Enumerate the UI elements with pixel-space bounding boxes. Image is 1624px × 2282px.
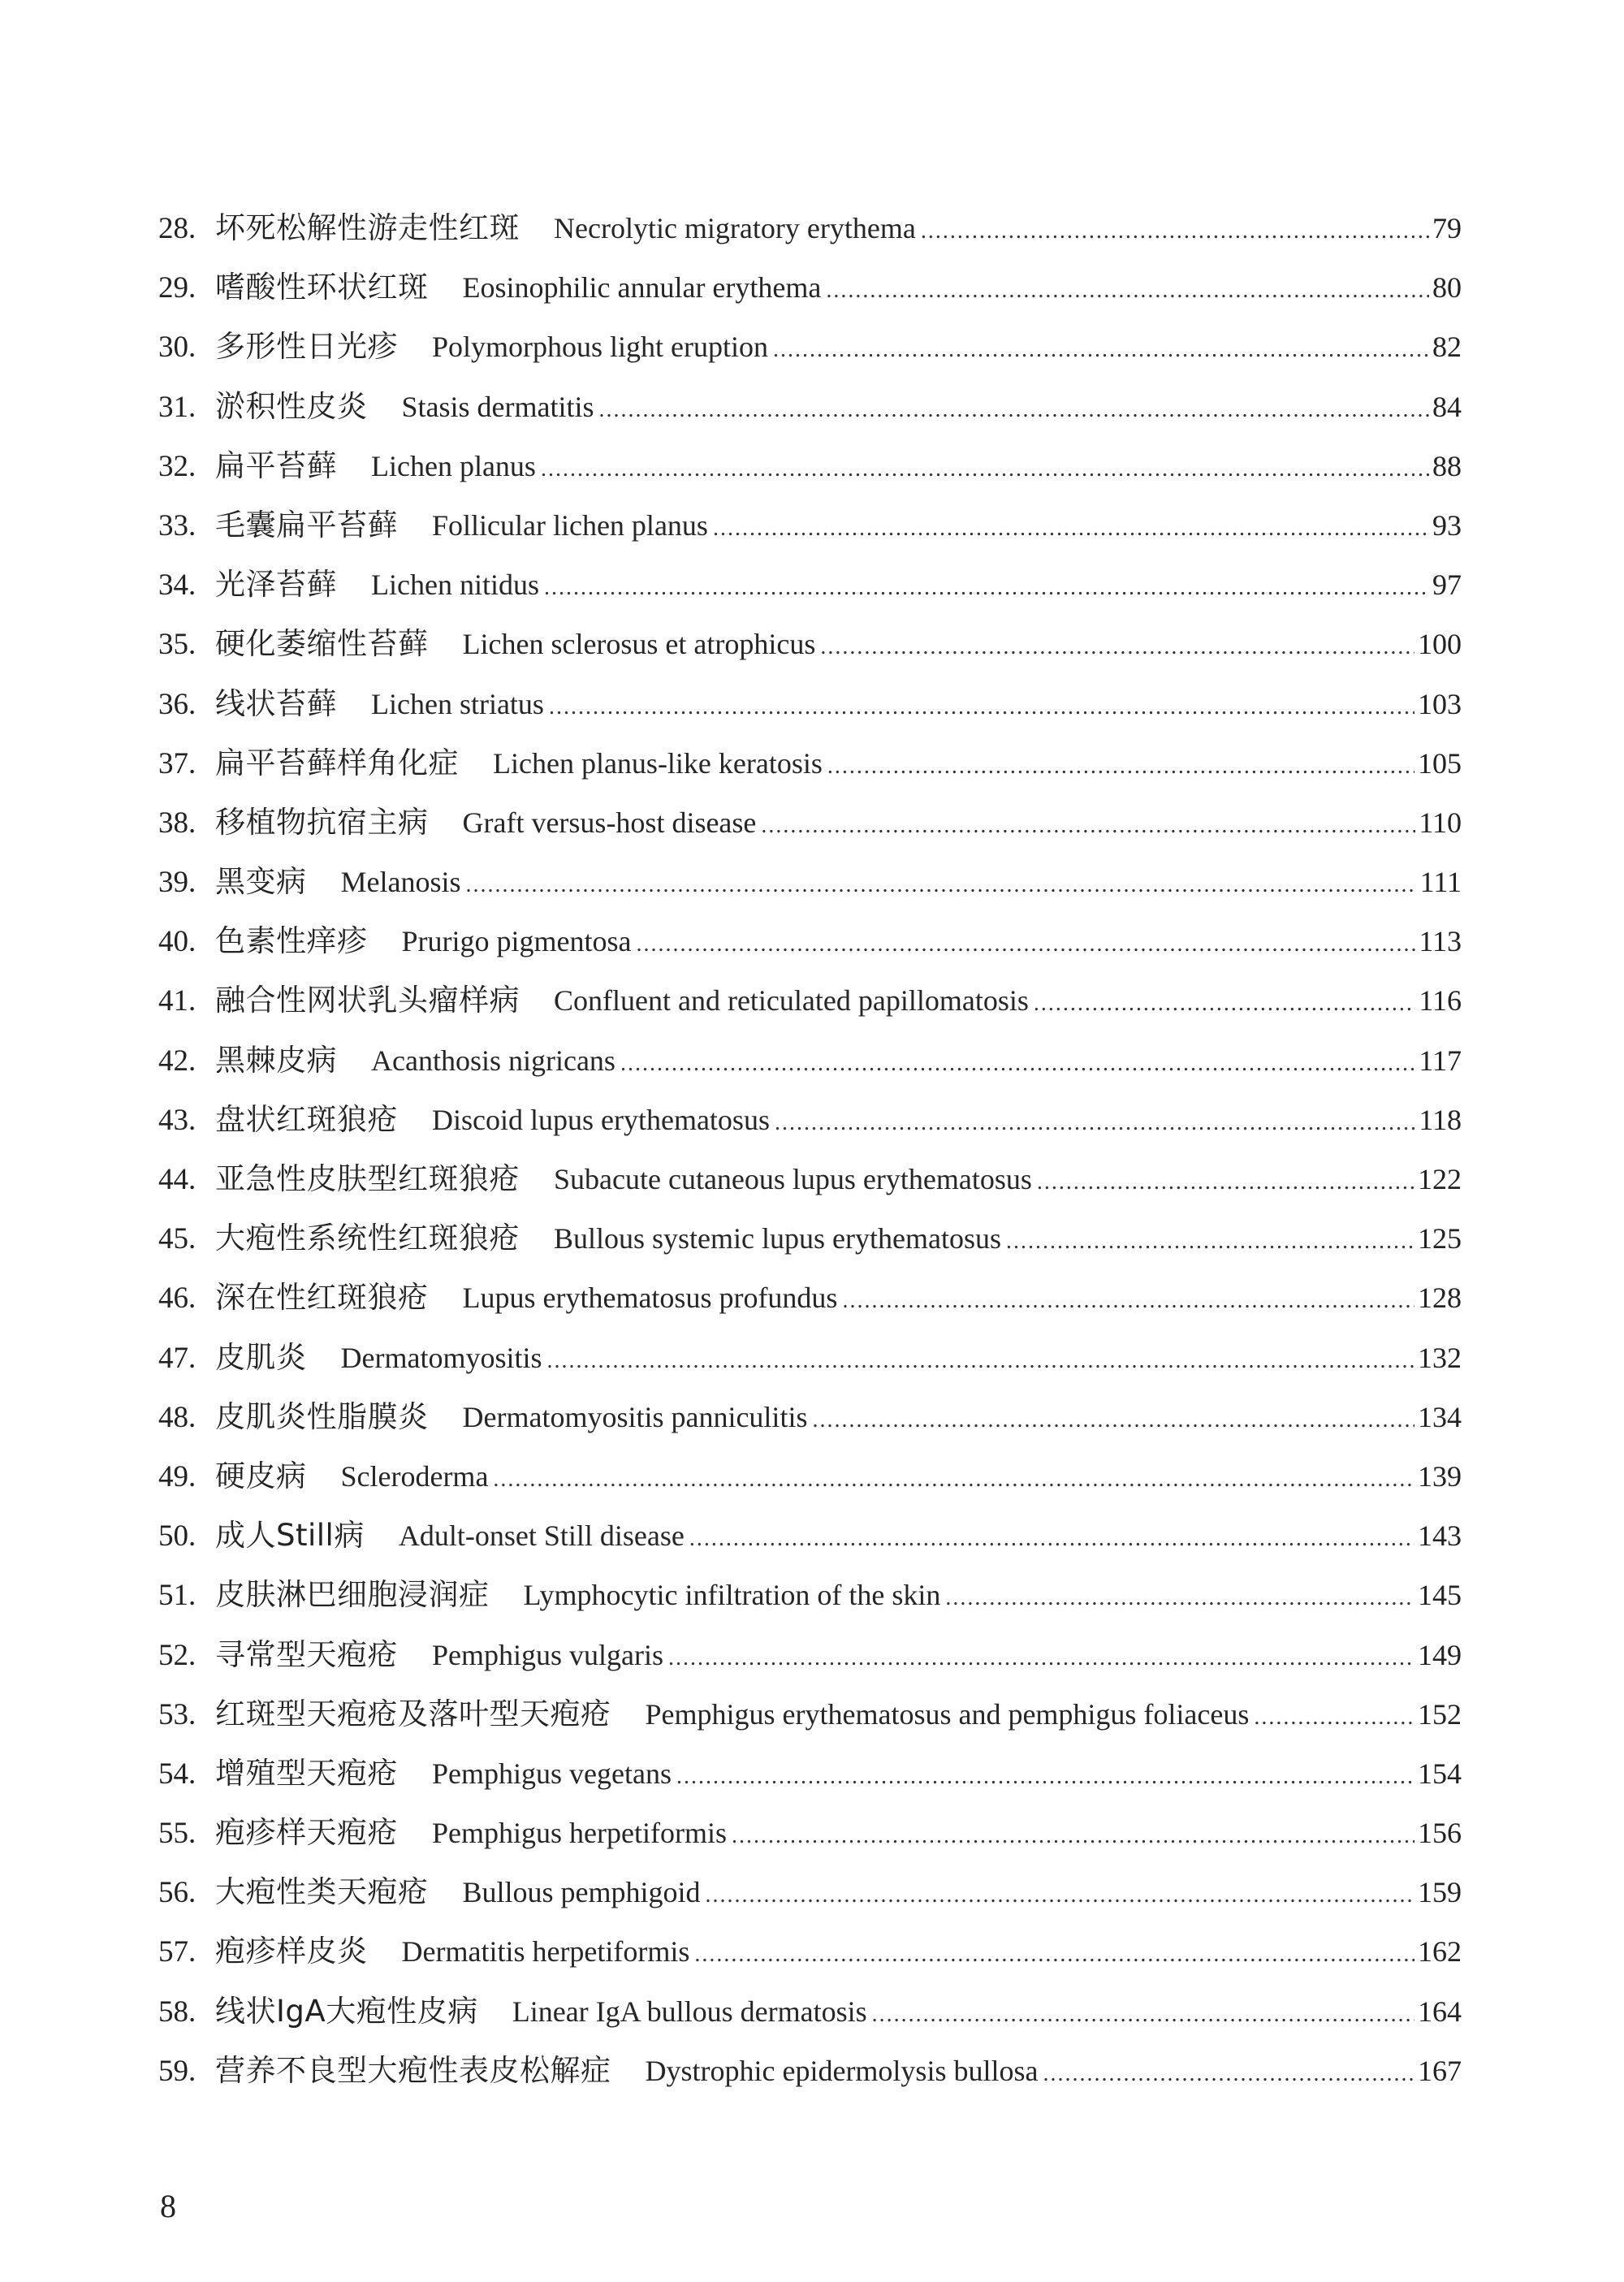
dot-leader bbox=[1043, 2063, 1415, 2085]
toc-entry bbox=[158, 985, 1462, 1044]
entry-number: 37. bbox=[158, 746, 197, 780]
entry-title-chinese: 融合性网状乳头瘤样病 bbox=[215, 983, 520, 1018]
entry-page-ref: 103 bbox=[1418, 687, 1462, 720]
entry-title-english: Follicular lichen planus bbox=[432, 508, 708, 542]
entry-number: 45. bbox=[158, 1222, 197, 1256]
toc-entry bbox=[158, 626, 1462, 688]
toc-entry bbox=[158, 1874, 1462, 1936]
entry-title-chinese: 成人Still病 bbox=[215, 1518, 365, 1554]
dot-leader bbox=[541, 458, 1429, 481]
dot-leader bbox=[713, 517, 1429, 540]
entry-title-chinese: 皮肌炎 bbox=[215, 1339, 307, 1375]
entry-page-ref: 154 bbox=[1418, 1757, 1462, 1790]
dot-leader bbox=[620, 1052, 1415, 1075]
entry-page-ref: 122 bbox=[1418, 1163, 1462, 1195]
entry-number: 40. bbox=[158, 925, 197, 959]
entry-page-ref: 116 bbox=[1419, 984, 1462, 1018]
entry-title-english: Scleroderma bbox=[340, 1459, 489, 1493]
entry-title-english: Confluent and reticulated papillomatosis bbox=[554, 984, 1029, 1018]
toc-entry bbox=[158, 447, 1462, 510]
entry-page-ref: 84 bbox=[1432, 390, 1462, 423]
entry-number: 48. bbox=[158, 1400, 197, 1434]
entry-page-ref: 113 bbox=[1419, 925, 1462, 958]
entry-title-english: Bullous pemphigoid bbox=[462, 1876, 701, 1909]
entry-title-english: Acanthosis nigricans bbox=[371, 1044, 615, 1077]
entry-page-ref: 164 bbox=[1418, 1995, 1462, 2028]
entry-title-english: Melanosis bbox=[340, 866, 461, 899]
entry-number: 57. bbox=[158, 1935, 197, 1969]
entry-title-english: Pemphigus herpetiformis bbox=[432, 1817, 727, 1850]
entry-title-english: Adult-onset Still disease bbox=[398, 1519, 685, 1553]
entry-number: 31. bbox=[158, 390, 197, 424]
entry-title-chinese: 皮肤淋巴细胞浸润症 bbox=[215, 1577, 490, 1613]
dot-leader bbox=[668, 1647, 1415, 1670]
entry-number: 49. bbox=[158, 1459, 197, 1493]
entry-number: 51. bbox=[158, 1579, 197, 1613]
toc-entry bbox=[158, 745, 1462, 807]
dot-leader bbox=[599, 399, 1430, 421]
entry-number: 32. bbox=[158, 449, 197, 483]
dot-leader bbox=[546, 1350, 1415, 1372]
entry-title-english: Graft versus-host disease bbox=[462, 806, 757, 839]
entry-title-chinese: 寻常型天疱疮 bbox=[215, 1636, 398, 1672]
entry-title-english: Lichen nitidus bbox=[371, 568, 539, 602]
entry-title-chinese: 坏死松解性游走性红斑 bbox=[215, 210, 520, 245]
entry-title-english: Pemphigus erythematosus and pemphigus foliaceus bbox=[645, 1697, 1250, 1731]
entry-title-chinese: 红斑型天疱疮及落叶型天疱疮 bbox=[215, 1696, 611, 1731]
toc-entry bbox=[158, 864, 1462, 926]
entry-page-ref: 132 bbox=[1418, 1341, 1462, 1374]
entry-title-chinese: 嗜酸性环状红斑 bbox=[215, 270, 429, 305]
toc-entry bbox=[158, 2052, 1462, 2115]
toc-entry bbox=[158, 1636, 1462, 1699]
dot-leader bbox=[1037, 1171, 1415, 1194]
entry-title-chinese: 黑棘皮病 bbox=[215, 1042, 337, 1078]
toc-entry bbox=[158, 1696, 1462, 1758]
entry-number: 35. bbox=[158, 628, 197, 662]
entry-title-chinese: 大疱性系统性红斑狼疮 bbox=[215, 1221, 520, 1256]
entry-page-ref: 117 bbox=[1419, 1044, 1462, 1077]
dot-leader bbox=[1006, 1230, 1415, 1253]
entry-title-english: Lymphocytic infiltration of the skin bbox=[523, 1579, 941, 1612]
entry-title-english: Lupus erythematosus profundus bbox=[462, 1281, 838, 1315]
dot-leader bbox=[694, 1943, 1415, 1966]
entry-page-ref: 152 bbox=[1418, 1697, 1462, 1731]
entry-page-ref: 143 bbox=[1418, 1519, 1462, 1553]
dot-leader bbox=[732, 1825, 1415, 1848]
entry-title-english: Stasis dermatitis bbox=[401, 390, 594, 423]
entry-page-ref: 100 bbox=[1418, 628, 1462, 661]
entry-number: 44. bbox=[158, 1163, 197, 1196]
dot-leader bbox=[689, 1528, 1415, 1550]
entry-title-chinese: 多形性日光疹 bbox=[215, 329, 398, 365]
toc-entry bbox=[158, 685, 1462, 748]
toc-entry bbox=[158, 1936, 1462, 1995]
toc-entry bbox=[158, 210, 1462, 272]
entry-number: 59. bbox=[158, 2054, 197, 2088]
toc-entry bbox=[158, 1993, 1462, 2055]
dot-leader bbox=[820, 636, 1415, 659]
dot-leader bbox=[544, 577, 1429, 599]
entry-number: 46. bbox=[158, 1281, 197, 1316]
entry-title-chinese: 皮肌炎性脂膜炎 bbox=[215, 1398, 429, 1434]
dot-leader bbox=[775, 1112, 1415, 1135]
entry-page-ref: 162 bbox=[1418, 1935, 1462, 1969]
entry-title-english: Dermatomyositis bbox=[340, 1341, 542, 1374]
entry-number: 41. bbox=[158, 984, 197, 1018]
entry-number: 42. bbox=[158, 1044, 197, 1078]
entry-page-ref: 80 bbox=[1432, 271, 1462, 305]
dot-leader bbox=[872, 2003, 1415, 2026]
entry-title-english: Dermatomyositis panniculitis bbox=[462, 1400, 808, 1433]
entry-page-ref: 105 bbox=[1418, 746, 1462, 780]
entry-title-chinese: 黑变病 bbox=[215, 864, 307, 900]
entry-page-ref: 93 bbox=[1432, 508, 1462, 542]
dot-leader bbox=[549, 696, 1415, 719]
entry-number: 52. bbox=[158, 1638, 197, 1672]
entry-title-english: Lichen planus-like keratosis bbox=[493, 746, 823, 780]
entry-title-chinese: 盘状红斑狼疮 bbox=[215, 1101, 398, 1137]
toc-entry bbox=[158, 1282, 1462, 1342]
dot-leader bbox=[493, 1468, 1415, 1491]
toc-entry bbox=[158, 1223, 1462, 1282]
entry-title-english: Pemphigus vegetans bbox=[432, 1757, 672, 1790]
toc-entry bbox=[158, 507, 1462, 569]
entry-page-ref: 167 bbox=[1418, 2054, 1462, 2087]
dot-leader bbox=[842, 1290, 1415, 1312]
entry-page-ref: 97 bbox=[1432, 568, 1462, 602]
entry-title-english: Necrolytic migratory erythema bbox=[554, 212, 916, 244]
entry-title-english: Linear IgA bullous dermatosis bbox=[512, 1995, 867, 2028]
entry-title-chinese: 扁平苔藓 bbox=[215, 447, 337, 483]
entry-title-chinese: 亚急性皮肤型红斑狼疮 bbox=[215, 1161, 520, 1196]
entry-title-english: Pemphigus vulgaris bbox=[432, 1638, 663, 1671]
entry-number: 36. bbox=[158, 687, 197, 721]
dot-leader bbox=[1034, 992, 1415, 1015]
entry-number: 34. bbox=[158, 568, 197, 603]
dot-leader bbox=[761, 815, 1415, 837]
toc-entry bbox=[158, 569, 1462, 629]
entry-page-ref: 139 bbox=[1418, 1459, 1462, 1493]
dot-leader bbox=[1254, 1706, 1415, 1729]
entry-title-chinese: 淤积性皮炎 bbox=[215, 388, 368, 424]
entry-page-ref: 82 bbox=[1432, 331, 1462, 364]
entry-title-english: Dystrophic epidermolysis bullosa bbox=[645, 2054, 1039, 2087]
toc-entry bbox=[158, 1577, 1462, 1639]
entry-number: 58. bbox=[158, 1995, 197, 2029]
entry-title-chinese: 疱疹样天疱疮 bbox=[215, 1815, 398, 1851]
entry-number: 54. bbox=[158, 1757, 197, 1791]
entry-page-ref: 149 bbox=[1418, 1638, 1462, 1671]
entry-number: 55. bbox=[158, 1817, 197, 1851]
toc-entry bbox=[158, 1398, 1462, 1461]
entry-number: 28. bbox=[158, 212, 197, 245]
entry-number: 33. bbox=[158, 508, 197, 542]
toc-entry bbox=[158, 1161, 1462, 1223]
toc-entry bbox=[158, 1520, 1462, 1580]
entry-number: 43. bbox=[158, 1103, 197, 1137]
entry-page-ref: 134 bbox=[1418, 1400, 1462, 1433]
entry-title-english: Dermatitis herpetiformis bbox=[401, 1935, 690, 1969]
toc-entry bbox=[158, 1817, 1462, 1877]
entry-page-ref: 145 bbox=[1418, 1579, 1462, 1612]
entry-number: 47. bbox=[158, 1341, 197, 1375]
dot-leader bbox=[676, 1766, 1415, 1788]
dot-leader bbox=[826, 279, 1429, 302]
entry-title-english: Bullous systemic lupus erythematosus bbox=[554, 1222, 1001, 1256]
entry-title-english: Discoid lupus erythematosus bbox=[432, 1103, 770, 1136]
dot-leader bbox=[827, 755, 1415, 778]
entry-title-english: Lichen planus bbox=[371, 449, 536, 482]
toc-entry bbox=[158, 804, 1462, 867]
entry-page-ref: 111 bbox=[1419, 866, 1462, 899]
entry-title-english: Subacute cutaneous lupus erythematosus bbox=[554, 1163, 1032, 1195]
entry-page-ref: 88 bbox=[1432, 449, 1462, 482]
entry-number: 29. bbox=[158, 271, 197, 305]
page-number: 8 bbox=[160, 2188, 176, 2224]
table-of-contents bbox=[158, 210, 1462, 2115]
toc-entry bbox=[158, 1755, 1462, 1817]
toc-entry bbox=[158, 923, 1462, 985]
toc-entry bbox=[158, 1042, 1462, 1104]
dot-leader bbox=[636, 933, 1415, 956]
dot-leader bbox=[945, 1587, 1415, 1610]
entry-page-ref: 125 bbox=[1418, 1222, 1462, 1256]
toc-entry bbox=[158, 272, 1462, 331]
entry-title-chinese: 色素性痒疹 bbox=[215, 923, 368, 959]
toc-entry bbox=[158, 331, 1462, 391]
entry-page-ref: 79 bbox=[1432, 212, 1462, 244]
entry-page-ref: 128 bbox=[1418, 1281, 1462, 1315]
entry-number: 50. bbox=[158, 1519, 197, 1554]
entry-title-chinese: 硬皮病 bbox=[215, 1458, 307, 1493]
toc-entry bbox=[158, 1101, 1462, 1164]
entry-title-chinese: 硬化萎缩性苔藓 bbox=[215, 626, 429, 662]
entry-number: 56. bbox=[158, 1876, 197, 1910]
entry-title-english: Polymorphous light eruption bbox=[432, 331, 768, 364]
dot-leader bbox=[921, 220, 1429, 243]
entry-title-chinese: 线状苔藓 bbox=[215, 685, 337, 721]
entry-number: 30. bbox=[158, 331, 197, 365]
toc-entry bbox=[158, 1458, 1462, 1520]
dot-leader bbox=[773, 339, 1429, 361]
entry-page-ref: 159 bbox=[1418, 1876, 1462, 1909]
entry-page-ref: 118 bbox=[1419, 1103, 1462, 1136]
dot-leader bbox=[466, 874, 1417, 897]
entry-title-english: Eosinophilic annular erythema bbox=[462, 271, 822, 305]
entry-title-chinese: 移植物抗宿主病 bbox=[215, 804, 429, 840]
entry-title-chinese: 扁平苔藓样角化症 bbox=[215, 745, 459, 780]
entry-title-chinese: 大疱性类天疱疮 bbox=[215, 1874, 429, 1910]
entry-number: 38. bbox=[158, 806, 197, 840]
dot-leader bbox=[706, 1884, 1415, 1907]
entry-title-chinese: 毛囊扁平苔藓 bbox=[215, 507, 398, 542]
entry-title-english: Prurigo pigmentosa bbox=[401, 925, 632, 958]
dot-leader bbox=[812, 1409, 1415, 1432]
entry-title-chinese: 疱疹样皮炎 bbox=[215, 1934, 368, 1969]
entry-page-ref: 110 bbox=[1419, 806, 1462, 839]
entry-title-english: Lichen sclerosus et atrophicus bbox=[462, 628, 816, 661]
entry-page-ref: 156 bbox=[1418, 1817, 1462, 1850]
entry-title-chinese: 深在性红斑狼疮 bbox=[215, 1280, 429, 1316]
entry-number: 53. bbox=[158, 1697, 197, 1731]
entry-title-chinese: 线状IgA大疱性皮病 bbox=[215, 1993, 478, 2029]
entry-title-english: Lichen striatus bbox=[371, 687, 544, 720]
toc-entry bbox=[158, 388, 1462, 451]
entry-title-chinese: 营养不良型大疱性表皮松解症 bbox=[215, 2052, 611, 2088]
entry-title-chinese: 增殖型天疱疮 bbox=[215, 1755, 398, 1791]
entry-number: 39. bbox=[158, 866, 197, 900]
entry-title-chinese: 光泽苔藓 bbox=[215, 567, 337, 603]
toc-entry bbox=[158, 1339, 1462, 1402]
